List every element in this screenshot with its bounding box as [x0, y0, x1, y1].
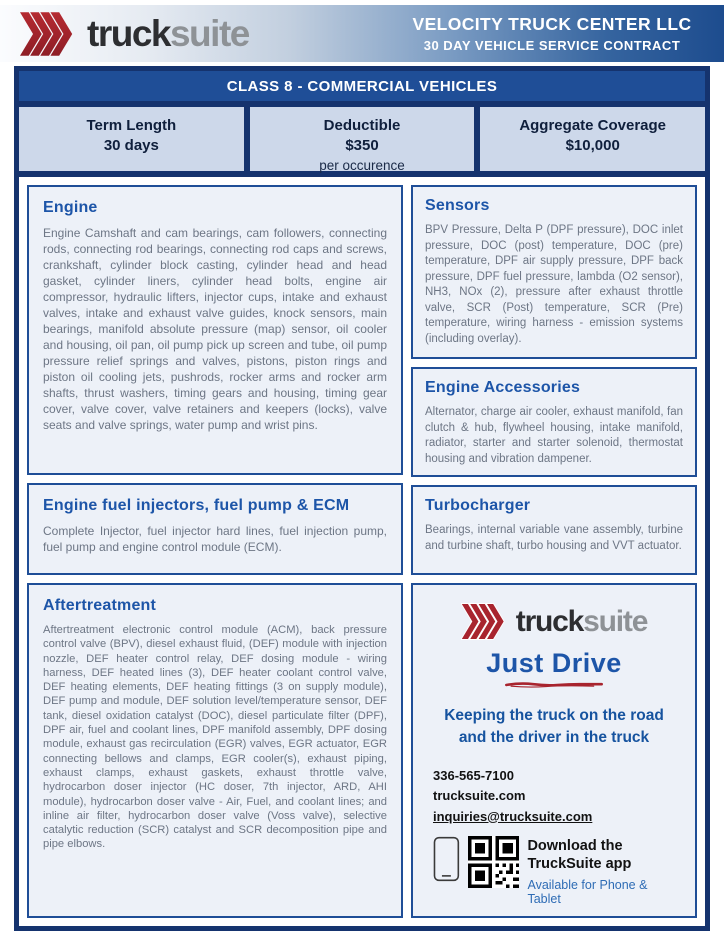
slogan: [444, 705, 664, 748]
download-text: [527, 836, 683, 906]
summary-row: [19, 101, 705, 177]
aggregate-coverage-cell: [480, 107, 705, 171]
red-underline-scribble: [490, 681, 618, 689]
app-download-row: [425, 836, 683, 906]
aggregate-coverage-label: Aggregate Coverage: [519, 117, 667, 134]
sensors-body: BPV Pressure, Delta P (DPF pressure), DOC inlet pressure, DOC (post) temperature, DOC (pre) temperature, DPF air supply pressure, DPF back pressure, DPF fuel pressure, lambda (O2 sensor), NH3, NOx (2), pressure after exhaust throttle valve, SCR (Post) temperature, SCR (Pre) temperature, wiring harness - emission systems (including overlay).: [425, 224, 683, 345]
banner-titles: [388, 14, 716, 53]
turbocharger-title: Turbocharger: [425, 497, 531, 514]
left-column: [27, 185, 403, 918]
logo-wordmark: [87, 15, 249, 52]
download-line-1: Download the: [527, 837, 623, 854]
website: trucksuite.com: [433, 788, 526, 804]
section-engine-accessories: [411, 367, 697, 477]
class-bar: CLASS 8 - COMMERCIAL VEHICLES: [19, 71, 705, 101]
sensors-title: Sensors: [425, 197, 490, 214]
logo-text-truck: truck: [87, 13, 170, 54]
deductible-note: per occurence: [319, 158, 405, 173]
coverage-sections: [19, 177, 705, 926]
deductible-label: Deductible: [323, 117, 401, 134]
turbocharger-body: Bearings, internal variable vane assembly, turbine and turbine shaft, turbo housing and VVT actuator.: [425, 524, 683, 552]
section-turbocharger: [411, 485, 697, 575]
section-aftertreatment: [27, 583, 403, 918]
deductible-value: $350: [345, 136, 379, 154]
aggregate-coverage-value: $10,000: [565, 136, 620, 154]
term-length-value: 30 days: [103, 136, 159, 154]
engine-accessories-body: Alternator, charge air cooler, exhaust manifold, fan clutch & hub, flywheel housing, intake manifold, radiator, starter and starter solenoid, thermostat housing and vibration dampener.: [425, 406, 683, 465]
engine-accessories-title: Engine Accessories: [425, 379, 581, 396]
tagline: Just Drive: [486, 648, 622, 678]
contact-block: [425, 766, 592, 826]
aftertreatment-title: Aftertreatment: [43, 597, 157, 614]
email-link[interactable]: inquiries@trucksuite.com: [433, 808, 593, 824]
right-column: [411, 185, 697, 918]
trucksuite-logo: [20, 12, 249, 56]
engine-title: Engine: [43, 199, 98, 216]
promo-trucksuite-logo: [461, 603, 647, 640]
slogan-line-1: Keeping the truck on the road: [444, 706, 664, 724]
promo-logo-wordmark: [515, 604, 648, 638]
aftertreatment-body: Aftertreatment electronic control module (ACM), back pressure control valve (BPV), diesel exhaust fluid, (DEF) module with injection nozzle, DEF heater control relay, DEF dosing module - wiring harness, DEF heated lines (3), DEF heater coolant control valve, DEF heating elements, DEF heating fittings (3 on supply module), DEF pump and module, DEF solution level/temperature sensor, DEF tank, diesel oxidation catalyst (DOC), diesel particulate filter (DPF), DPF air, fuel and coolant lines, DPF manifold assembly, DPF dosing module, exhaust gas recirculation (EGR) valves, EGR actuator, EGR connecting bellows and clamps, EGR cooler(s), exhaust piping, exhaust clamps, exhaust gaskets, exhaust throttle valve, hydrocarbon doser injector (HC doser, 7th injector, ARD, AHI module), hydrocarbon doser valve - Air, Fuel, and coolant lines; and inline air filter, hydrocarbon doser valve (Voss valve), selective catalytic reduction (SCR) catalyst and SCR decomposition pipe and pipe elbows.: [43, 624, 387, 851]
qr-code: [468, 836, 520, 888]
term-length-cell: [19, 107, 244, 171]
section-fuel-injectors: [27, 483, 403, 575]
logo-text-suite: suite: [583, 604, 648, 638]
phone-number: 336-565-7100: [433, 768, 514, 784]
download-line-2: TruckSuite app: [527, 855, 632, 872]
section-engine: [27, 185, 403, 475]
availability-note: Available for Phone & Tablet: [527, 878, 648, 906]
fuel-injectors-title: Engine fuel injectors, fuel pump & ECM: [43, 497, 350, 514]
fuel-injectors-body: Complete Injector, fuel injector hard lines, fuel injection pump, fuel pump and engine control module (ECM).: [43, 524, 387, 554]
promo-panel: [411, 583, 697, 918]
contract-card: [14, 66, 710, 931]
chevrons-icon: [20, 12, 78, 56]
chevrons-icon: [461, 603, 509, 640]
deductible-cell: [250, 107, 475, 171]
engine-body: Engine Camshaft and cam bearings, cam followers, connecting rods, connecting rod bearings, connecting rod caps and screws, crankshaft, cylinder block casting, cylinder head and head gasket, cylinder liners, cylinder head bolts, engine air compressor, hydraulic lifters, injector cups, intake and exhaust valves, intake and exhaust valve guides, knock sensors, main bearings, manifold absolute pressure (map) sensor, oil cooler and housing, oil pan, oil pump pick up screen and tube, oil pump pressure relief springs and valves, pistons, piston rings and piston oil cooling jets, pushrods, rocker arms and rocker arm shafts, thrust washers, timing gears and housing, timing gear cover, valve cover, valve retainers and keepers (locks), valve seats and valve springs, water pump and wrist pins.: [43, 226, 387, 432]
logo-text-suite: suite: [169, 13, 249, 54]
section-sensors: [411, 185, 697, 359]
logo-text-truck: truck: [515, 604, 584, 638]
header-banner: [0, 5, 724, 62]
phone-icon: [433, 836, 460, 882]
contract-subtitle: 30 DAY VEHICLE SERVICE CONTRACT: [423, 38, 681, 53]
term-length-label: Term Length: [86, 117, 177, 134]
slogan-line-2: and the driver in the truck: [458, 728, 650, 746]
dealer-title: VELOCITY TRUCK CENTER LLC: [412, 14, 692, 34]
